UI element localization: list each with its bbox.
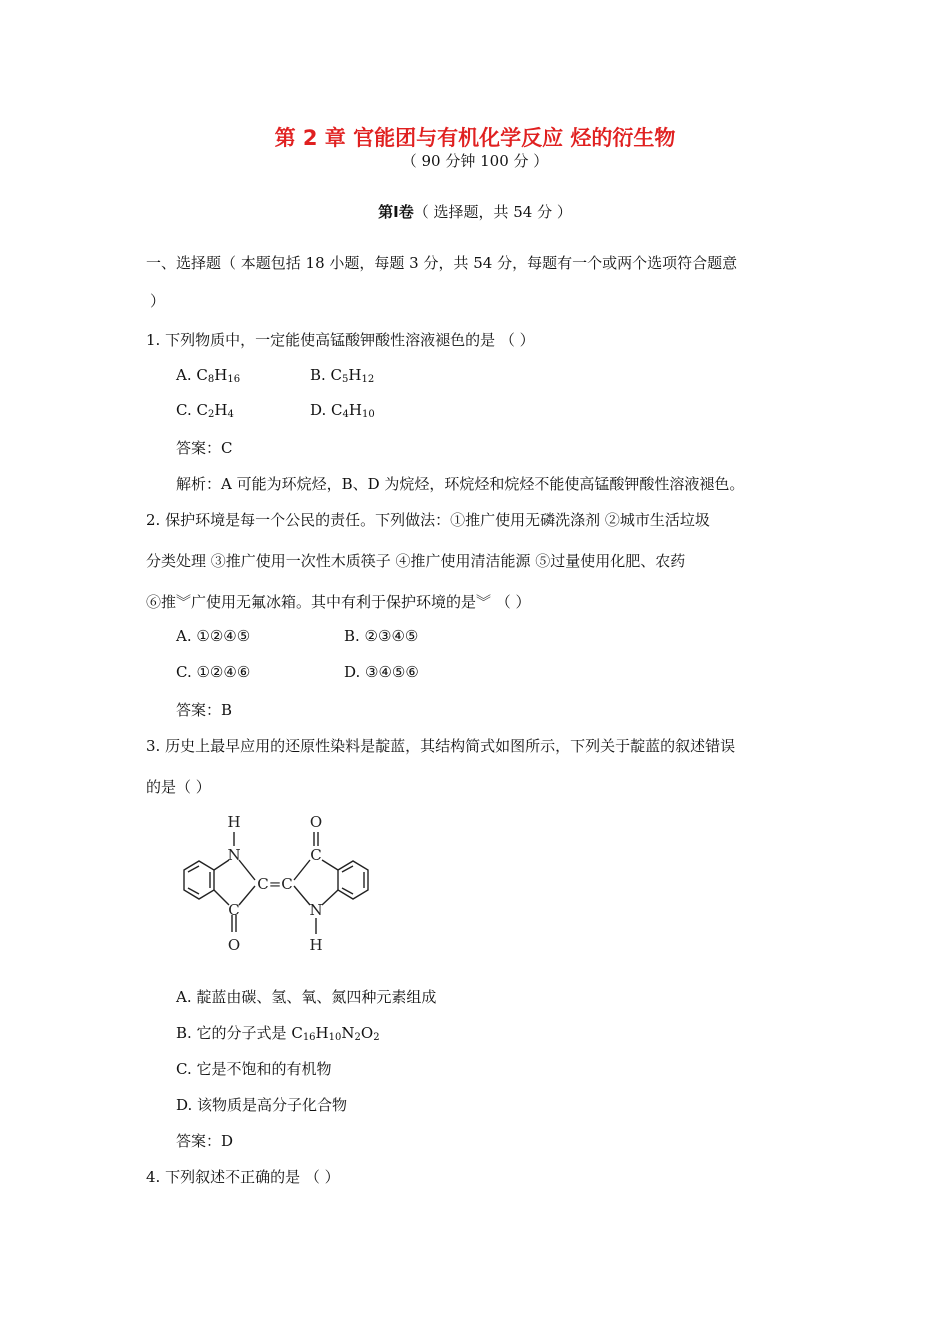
question-3-answer: 答案：D: [176, 1132, 234, 1150]
section-instructions: 一、选择题（ 本题包括 18 小题，每题 3 分，共 54 分，每题有一个或两个选项符合题意: [146, 254, 738, 272]
question-2-option-c: C. ①②④⑥: [176, 663, 251, 681]
atom-n-right: N: [309, 901, 323, 919]
exam-duration-score: （ 90 分钟 100 分 ）: [401, 152, 549, 170]
atom-h-bottom-right: H: [309, 936, 323, 954]
question-2-stem-line-2: 分类处理 ③推广使用一次性木质筷子 ④推广使用清洁能源 ⑤过量使用化肥、农药: [146, 552, 686, 570]
question-2-option-d: D. ③④⑤⑥: [344, 663, 419, 681]
question-1-option-a: A. $C_8H_{16}$: [176, 366, 241, 385]
question-2-stem-line-3: ⑥推︾广使用无氟冰箱。其中有利于保护环境的是︾ （ ）: [146, 593, 531, 611]
atom-o-bottom-left: O: [227, 936, 241, 954]
atom-h-top-left: H: [227, 813, 241, 831]
part-heading: [0, 201, 950, 222]
question-2-option-a: A. ①②④⑤: [176, 627, 251, 645]
question-3-stem-line-2: 的是（ ）: [146, 778, 211, 796]
question-1-option-b: B. $C_5H_{12}$: [310, 366, 375, 385]
atom-o-top-right: O: [309, 813, 323, 831]
question-1-option-c: C. $C_2H_4$: [176, 401, 234, 420]
question-1-option-d: D. $C_4H_{10}$: [310, 401, 375, 420]
question-3-stem-line-1: 3. 历史上最早应用的还原性染料是靛蓝，其结构简式如图所示，下列关于靛蓝的叙述错误: [146, 737, 736, 755]
question-2-stem-line-1: 2. 保护环境是每一个公民的责任。下列做法：①推广使用无磷洗涤剂 ②城市生活垃圾: [146, 511, 710, 529]
atom-c-left: C: [228, 901, 240, 919]
question-3-option-c: C. 它是不饱和的有机物: [176, 1060, 332, 1078]
question-2-answer: 答案：B: [176, 701, 233, 719]
central-double-bond: C=C: [257, 875, 293, 893]
atom-c-right: C: [310, 846, 322, 864]
question-1-analysis: 解析：A 可能为环烷烃，B、D 为烷烃，环烷烃和烷烃不能使高锰酸钾酸性溶液褪色。: [176, 475, 745, 493]
indigo-structure-diagram: [176, 808, 376, 963]
question-1-stem: 1. 下列物质中，一定能使高锰酸钾酸性溶液褪色的是 （ ）: [146, 331, 535, 349]
part-description: （ 选择题，共 54 分 ）: [413, 203, 572, 221]
section-instructions-close: ）: [150, 292, 166, 310]
question-4-stem: 4. 下列叙述不正确的是 （ ）: [146, 1168, 340, 1186]
page-title: 第 2 章 官能团与有机化学反应 烃的衍生物: [274, 126, 676, 150]
question-3-option-d: D. 该物质是高分子化合物: [176, 1096, 348, 1114]
atom-n-left: N: [227, 846, 241, 864]
question-3-option-a: A. 靛蓝由碳、氢、氧、氮四种元素组成: [176, 988, 437, 1006]
question-3-option-b: B. 它的分子式是 $C_{16}H_{10}N_2O_2$: [176, 1024, 380, 1043]
part-label: 第Ⅰ卷: [378, 203, 414, 221]
question-2-option-b: B. ②③④⑤: [344, 627, 419, 645]
question-1-answer: 答案：C: [176, 439, 233, 457]
